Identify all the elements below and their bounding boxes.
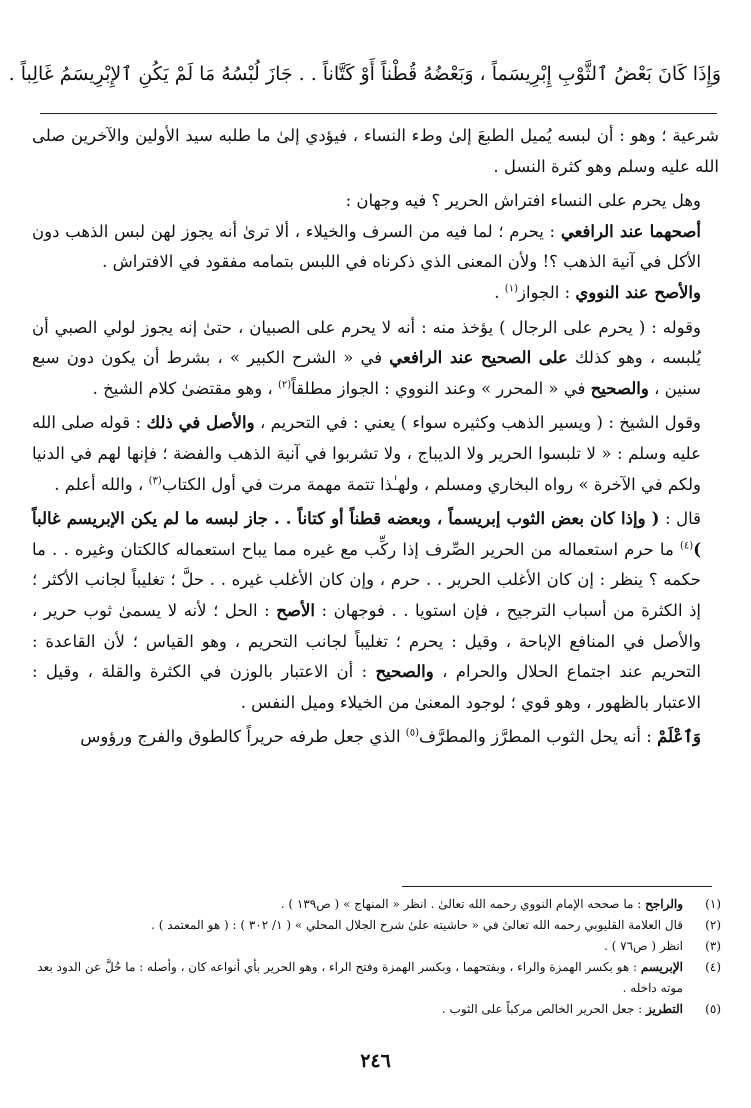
bold-term: والأصل في ذلك [146,413,255,433]
bold-term: الأصح [276,600,315,620]
footnote-ref: (٤) [680,540,694,552]
footnote-text [30,936,683,957]
paragraph-text: في « المحرر » وعند النووي : الجواز مطلقاً [291,378,586,398]
footnote-body: قال العلامة القليوبي رحمه الله تعالىٰ في « حاشيته علىٰ شرح الجلال المحلي » ( ١/ ٣٠٢ ) : ( هو المعتمد ) . [151,918,683,932]
footnote-text [30,999,683,1020]
bold-term: وَٱعْلَمْ [657,727,701,747]
footnote [30,936,721,957]
paragraph-text: قال : [664,509,701,529]
footnote-term: الإبريسم [640,960,683,974]
paragraph-text: . [494,282,500,302]
paragraph [32,217,719,278]
paragraph [32,313,719,405]
bold-term: والصحيح [590,378,649,398]
bold-term: على الصحيح عند الرافعي [389,348,568,368]
matn-header: وَإِذَا كَانَ بَعْضُ ٱلثَّوْبِ إِبْرِيسَماً ، وَبَعْضُهُ قُطْناً أَوْ كَتَّاناً . . جَازَ لُبْسُهُ مَا لَمْ يَكُنِ ٱلإِبْرِيسَمُ غَالِباً . [8,63,721,85]
footnote-term: والراجح [645,897,683,911]
footnote-number: (١) [705,897,721,911]
header-divider [40,113,717,114]
paragraph [32,504,719,718]
paragraph-text: ، وهو مقتضىٰ كلام الشيخ . [92,378,273,398]
footnote [30,957,721,999]
paragraph-text: : يحرم ؛ لما فيه من السرف والخيلاء ، ألا ترىٰ أنه يجوز لهن لبس الذهب دون الأكل في آنية الذهب ؟! ولأن المعنى الذي ذكرناه في اللبس بتمامه مفقود في الافتراش . [32,221,701,272]
footnote [30,894,721,915]
footnote-ref: (٣) [148,475,162,487]
footnote-number: (٥) [705,1002,721,1016]
footnotes [30,894,721,1020]
footnote-text [30,957,683,999]
footnote-text [30,915,683,936]
commentary-body [32,121,719,753]
footnote-text [30,894,683,915]
bold-term: والصحيح [375,662,434,682]
paragraph [32,722,719,753]
paragraph-text: : أن الاعتبار بالوزن في الكثرة والقلة ، وقيل : الاعتبار بالظهور ، وهو قوي ؛ لوجود المعنىٰ من الخيلاء وميل النفس . [32,662,701,712]
paragraph-text: وهل يحرم على النساء افتراش الحرير ؟ فيه وجهان : [345,191,701,211]
footnote-body: انظر ( ص٧٦ ) . [604,939,683,953]
paragraph-text: في « الشرح الكبير » ، بشرط أن يكون دون سبع سنين ، [32,348,701,398]
paragraph-text: الذي جعل طرفه حريراً كالطوق والفرج ورؤوس [80,727,401,747]
paragraph-text: : الجواز [517,282,571,302]
footnote-term: التطريز [645,1002,683,1016]
footnote [30,915,721,936]
paragraph [32,186,719,217]
paragraph-text: وقوله : ( يحرم على الرجال ) يؤخذ منه : أنه لا يحرم على الصبيان ، حتىٰ إنه يجوز لولي الصبي أن يُلبسه ، وهو كذلك [32,317,701,368]
paragraph-text: ما حرم استعماله من الحرير الصِّرف إذا ركِّب مع غيره مما يباح استعماله كالكتان وغيره . . ما حكمه ؟ ينظر : إن كان الأغلب الحرير . . حرم ، وإن كان الأغلب غيره . . حلَّ ؛ تغليباً لجانب الأكثر ؛ إذ الكثرة من أسباب الترجيح ، فإن استويا . . فوجهان : [32,539,701,620]
paragraph-text: : الحل ؛ لأنه لا يسمىٰ ثوب حرير ، والأصل في المنافع الإباحة ، وقيل : يحرم ؛ تغليباً لجانب التحريم ، وهو القياس ؛ لأن القاعدة : التحريم عند اجتماع الحلال والحرام ، [32,600,702,682]
paragraph [32,121,719,182]
footnote-ref: (٢) [277,379,292,391]
paragraph [32,408,719,500]
footnote [30,999,721,1020]
page-number: ٢٤٦ [360,1050,391,1072]
paragraph-text: : أنه يحل الثوب المطرَّز والمطرَّف [418,727,652,747]
footnote-number: (٤) [705,960,721,974]
footnote-number: (٣) [705,939,721,953]
footnote-ref: (١) [504,283,518,295]
footnote-ref: (٥) [405,727,419,739]
paragraph-text: شرعية ؛ وهو : أن لبسه يُميل الطبعَ إلىٰ وطء النساء ، فيؤدي إلىٰ ما طلبه سيد الأولين والآخرين صلى الله عليه وسلم وهو كثرة النسل . [32,126,719,176]
footnote-divider [402,886,712,887]
paragraph [32,278,719,309]
footnote-body: : ما صححه الإمام النووي رحمه الله تعالىٰ . انظر « المنهاج » ( ص١٣٩ ) . [280,897,642,911]
bold-term: والأصح عند النووي [575,282,701,302]
bold-term: أصحهما عند الرافعي [560,221,702,241]
paragraph-text: وقول الشيخ : ( ويسير الذهب وكثيره سواء ) يعني : في التحريم ، [259,413,701,433]
footnote-number: (٢) [705,918,721,932]
paragraph-text: ، والله أعلم . [54,474,144,494]
footnote-body: : جعل الحرير الخالص مركباً على الثوب . [441,1002,643,1016]
paragraph-text: : قوله صلى الله عليه وسلم : « لا تلبسوا الحرير ولا الديباج ، ولا تشربوا في آنية الذهب والفضة ؛ فإنها لهم في الدنيا ولكم في الآخرة » رواه البخاري ومسلم ، ولهـٰذا تتمة مهمة مرت في أول الكتاب [32,413,701,494]
matn-quote: ( وإذا كان بعض الثوب إبريسماً ، وبعضه قطناً أو كتاناً . . جاز لبسه ما لم يكن الإبريسم غالباً ) [32,509,701,559]
footnote-body: : هو بكسر الهمزة والراء ، وبفتحهما ، وبكسر الهمزة وفتح الراء ، وهو الحرير بأي أنواعه كان ، وأصله : ما حُلَّ عن الدود بعد موته داخله . [37,960,683,995]
